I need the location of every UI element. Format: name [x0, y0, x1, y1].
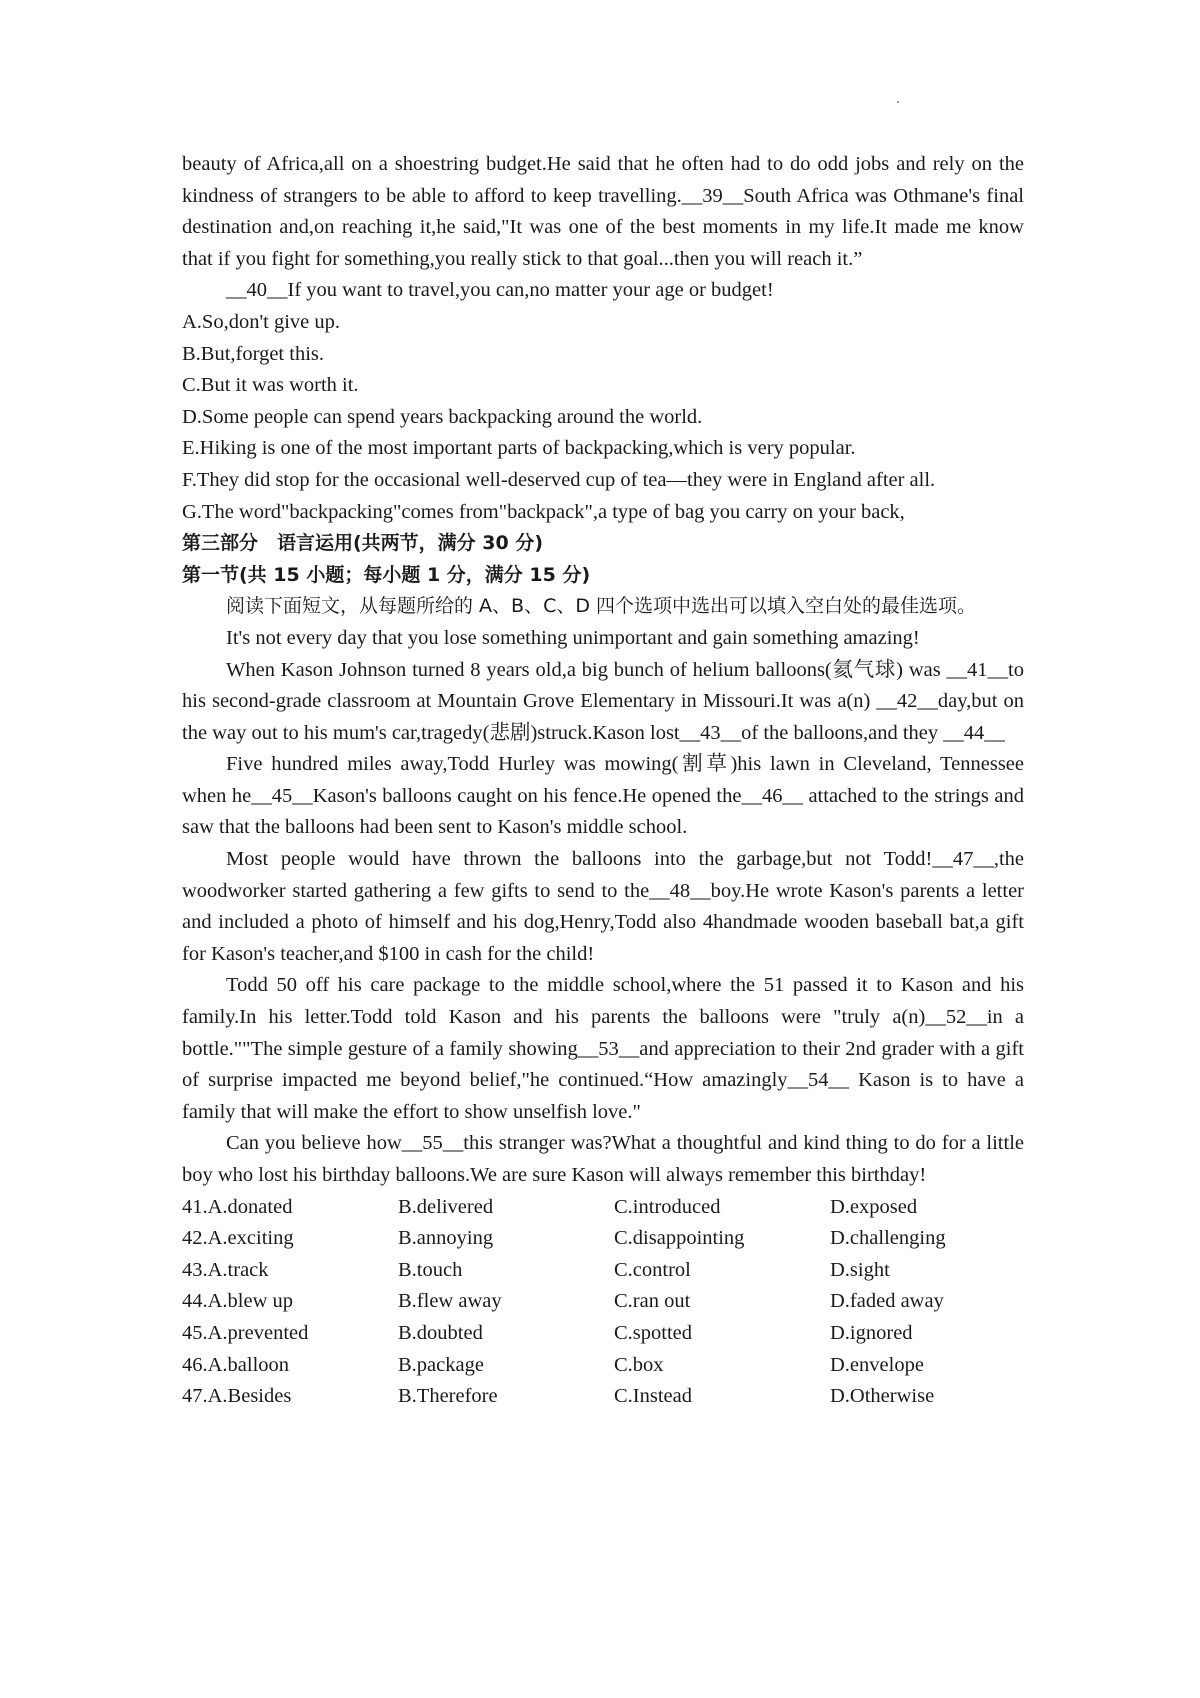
choice-row-47 — [182, 1381, 1024, 1413]
passage-paragraph: beauty of Africa,all on a shoestring budget.He said that he often had to do odd jobs and rely on the kindness of strangers to be able to afford to keep travelling.__39__South Africa was Othmane's final destination and,on reaching it,he said,"It was one of the best moments in my life.It made me know that if you fight for something,you really stick to that goal...then you will reach it.” — [182, 153, 1024, 270]
option-d: D.Some people can spend years backpacking around the world. — [182, 405, 703, 428]
choice-b: B.delivered — [398, 1195, 494, 1218]
choice-b: B.flew away — [398, 1290, 502, 1313]
choice-a: 41.A.donated — [182, 1195, 293, 1218]
choice-row-42 — [182, 1223, 1024, 1255]
option-b: B.But,forget this. — [182, 342, 324, 365]
choice-b: B.annoying — [398, 1227, 494, 1250]
choice-b: B.Therefore — [398, 1385, 498, 1408]
choice-d: D.faded away — [830, 1290, 944, 1313]
choice-d: D.sight — [830, 1258, 890, 1281]
cloze-paragraph: Can you believe how__55__this stranger was?What a thoughtful and kind thing to do for a little boy who lost his birthday balloons.We are sure Kason will always remember this birthday! — [182, 1132, 1024, 1186]
choice-c: C.Instead — [614, 1385, 692, 1408]
choice-a: 43.A.track — [182, 1258, 269, 1281]
choice-c: C.control — [614, 1258, 691, 1281]
choice-a: 46.A.balloon — [182, 1353, 290, 1376]
option-f: F.They did stop for the occasional well-deserved cup of tea—they were in England after all. — [182, 468, 936, 491]
option-c: C.But it was worth it. — [182, 374, 359, 397]
choice-b: B.package — [398, 1353, 484, 1376]
section-title: 第一节(共 15 小题；每小题 1 分，满分 15 分) — [182, 563, 591, 586]
choice-b: B.touch — [398, 1258, 463, 1281]
choice-row-41 — [182, 1192, 1024, 1224]
option-a: A.So,don't give up. — [182, 310, 341, 333]
choice-row-45 — [182, 1318, 1024, 1350]
part-title: 第三部分 语言运用(共两节，满分 30 分) — [182, 532, 544, 555]
cloze-paragraph: Most people would have thrown the balloons into the garbage,but not Todd!__47__,the woodworker started gathering a few gifts to send to the__48__boy.He wrote Kason's parents a letter and included a photo of himself and his dog,Henry,Todd also 4handmade wooden baseball bat,a gift for Kason's teacher,and $100 in cash for the child! — [182, 848, 1024, 965]
choice-row-43 — [182, 1255, 1024, 1287]
choices-table — [182, 1192, 1024, 1413]
choice-c: C.ran out — [614, 1290, 691, 1313]
instructions: 阅读下面短文，从每题所给的 A、B、C、D 四个选项中选出可以填入空白处的最佳选项。 — [226, 595, 977, 618]
option-g: G.The word"backpacking"comes from"backpack",a type of bag you carry on your back, — [182, 500, 905, 523]
choice-c: C.spotted — [614, 1321, 693, 1344]
choice-a: 42.A.exciting — [182, 1227, 294, 1250]
choice-b: B.doubted — [398, 1321, 483, 1344]
cloze-paragraph: Todd 50 off his care package to the middle school,where the 51 passed it to Kason and his family.In his letter.Todd told Kason and his parents the balloons were "truly a(n)__52__in a bottle.""The simple gesture of a family showing__53__and appreciation to their 2nd grader with a gift of surprise impacted me beyond belief,"he continued.“How amazingly__54__ Kason is to have a family that will make the effort to show unselfish love." — [182, 974, 1024, 1123]
option-e: E.Hiking is one of the most important parts of backpacking,which is very popular. — [182, 437, 856, 460]
choice-a: 44.A.blew up — [182, 1290, 294, 1313]
choice-c: C.disappointing — [614, 1227, 745, 1250]
choice-d: D.envelope — [830, 1353, 924, 1376]
scan-speck — [897, 101, 899, 103]
choice-row-46 — [182, 1350, 1024, 1382]
choice-a: 45.A.prevented — [182, 1321, 309, 1344]
choice-row-44 — [182, 1286, 1024, 1318]
page-content — [182, 149, 1024, 1413]
choice-d: D.exposed — [830, 1195, 918, 1218]
choice-d: D.Otherwise — [830, 1385, 935, 1408]
cloze-paragraph: It's not every day that you lose something unimportant and gain something amazing! — [226, 626, 920, 649]
choice-c: C.box — [614, 1353, 664, 1376]
passage-paragraph: __40__If you want to travel,you can,no matter your age or budget! — [226, 279, 774, 302]
choice-d: D.ignored — [830, 1321, 913, 1344]
choice-d: D.challenging — [830, 1227, 946, 1250]
choice-a: 47.A.Besides — [182, 1385, 292, 1408]
cloze-paragraph: Five hundred miles away,Todd Hurley was mowing(割草)his lawn in Cleveland, Tennessee when he__45__Kason's balloons caught on his fence.He opened the__46__ attached to the strings and saw that the balloons had been sent to Kason's middle school. — [182, 753, 1024, 839]
choice-c: C.introduced — [614, 1195, 721, 1218]
cloze-paragraph: When Kason Johnson turned 8 years old,a big bunch of helium balloons(氦气球) was __41__to his second-grade classroom at Mountain Grove Elementary in Missouri.It was a(n) __42__day,but on the way out to his mum's car,tragedy(悲剧)struck.Kason lost__43__of the balloons,and they __44__ — [182, 658, 1024, 744]
